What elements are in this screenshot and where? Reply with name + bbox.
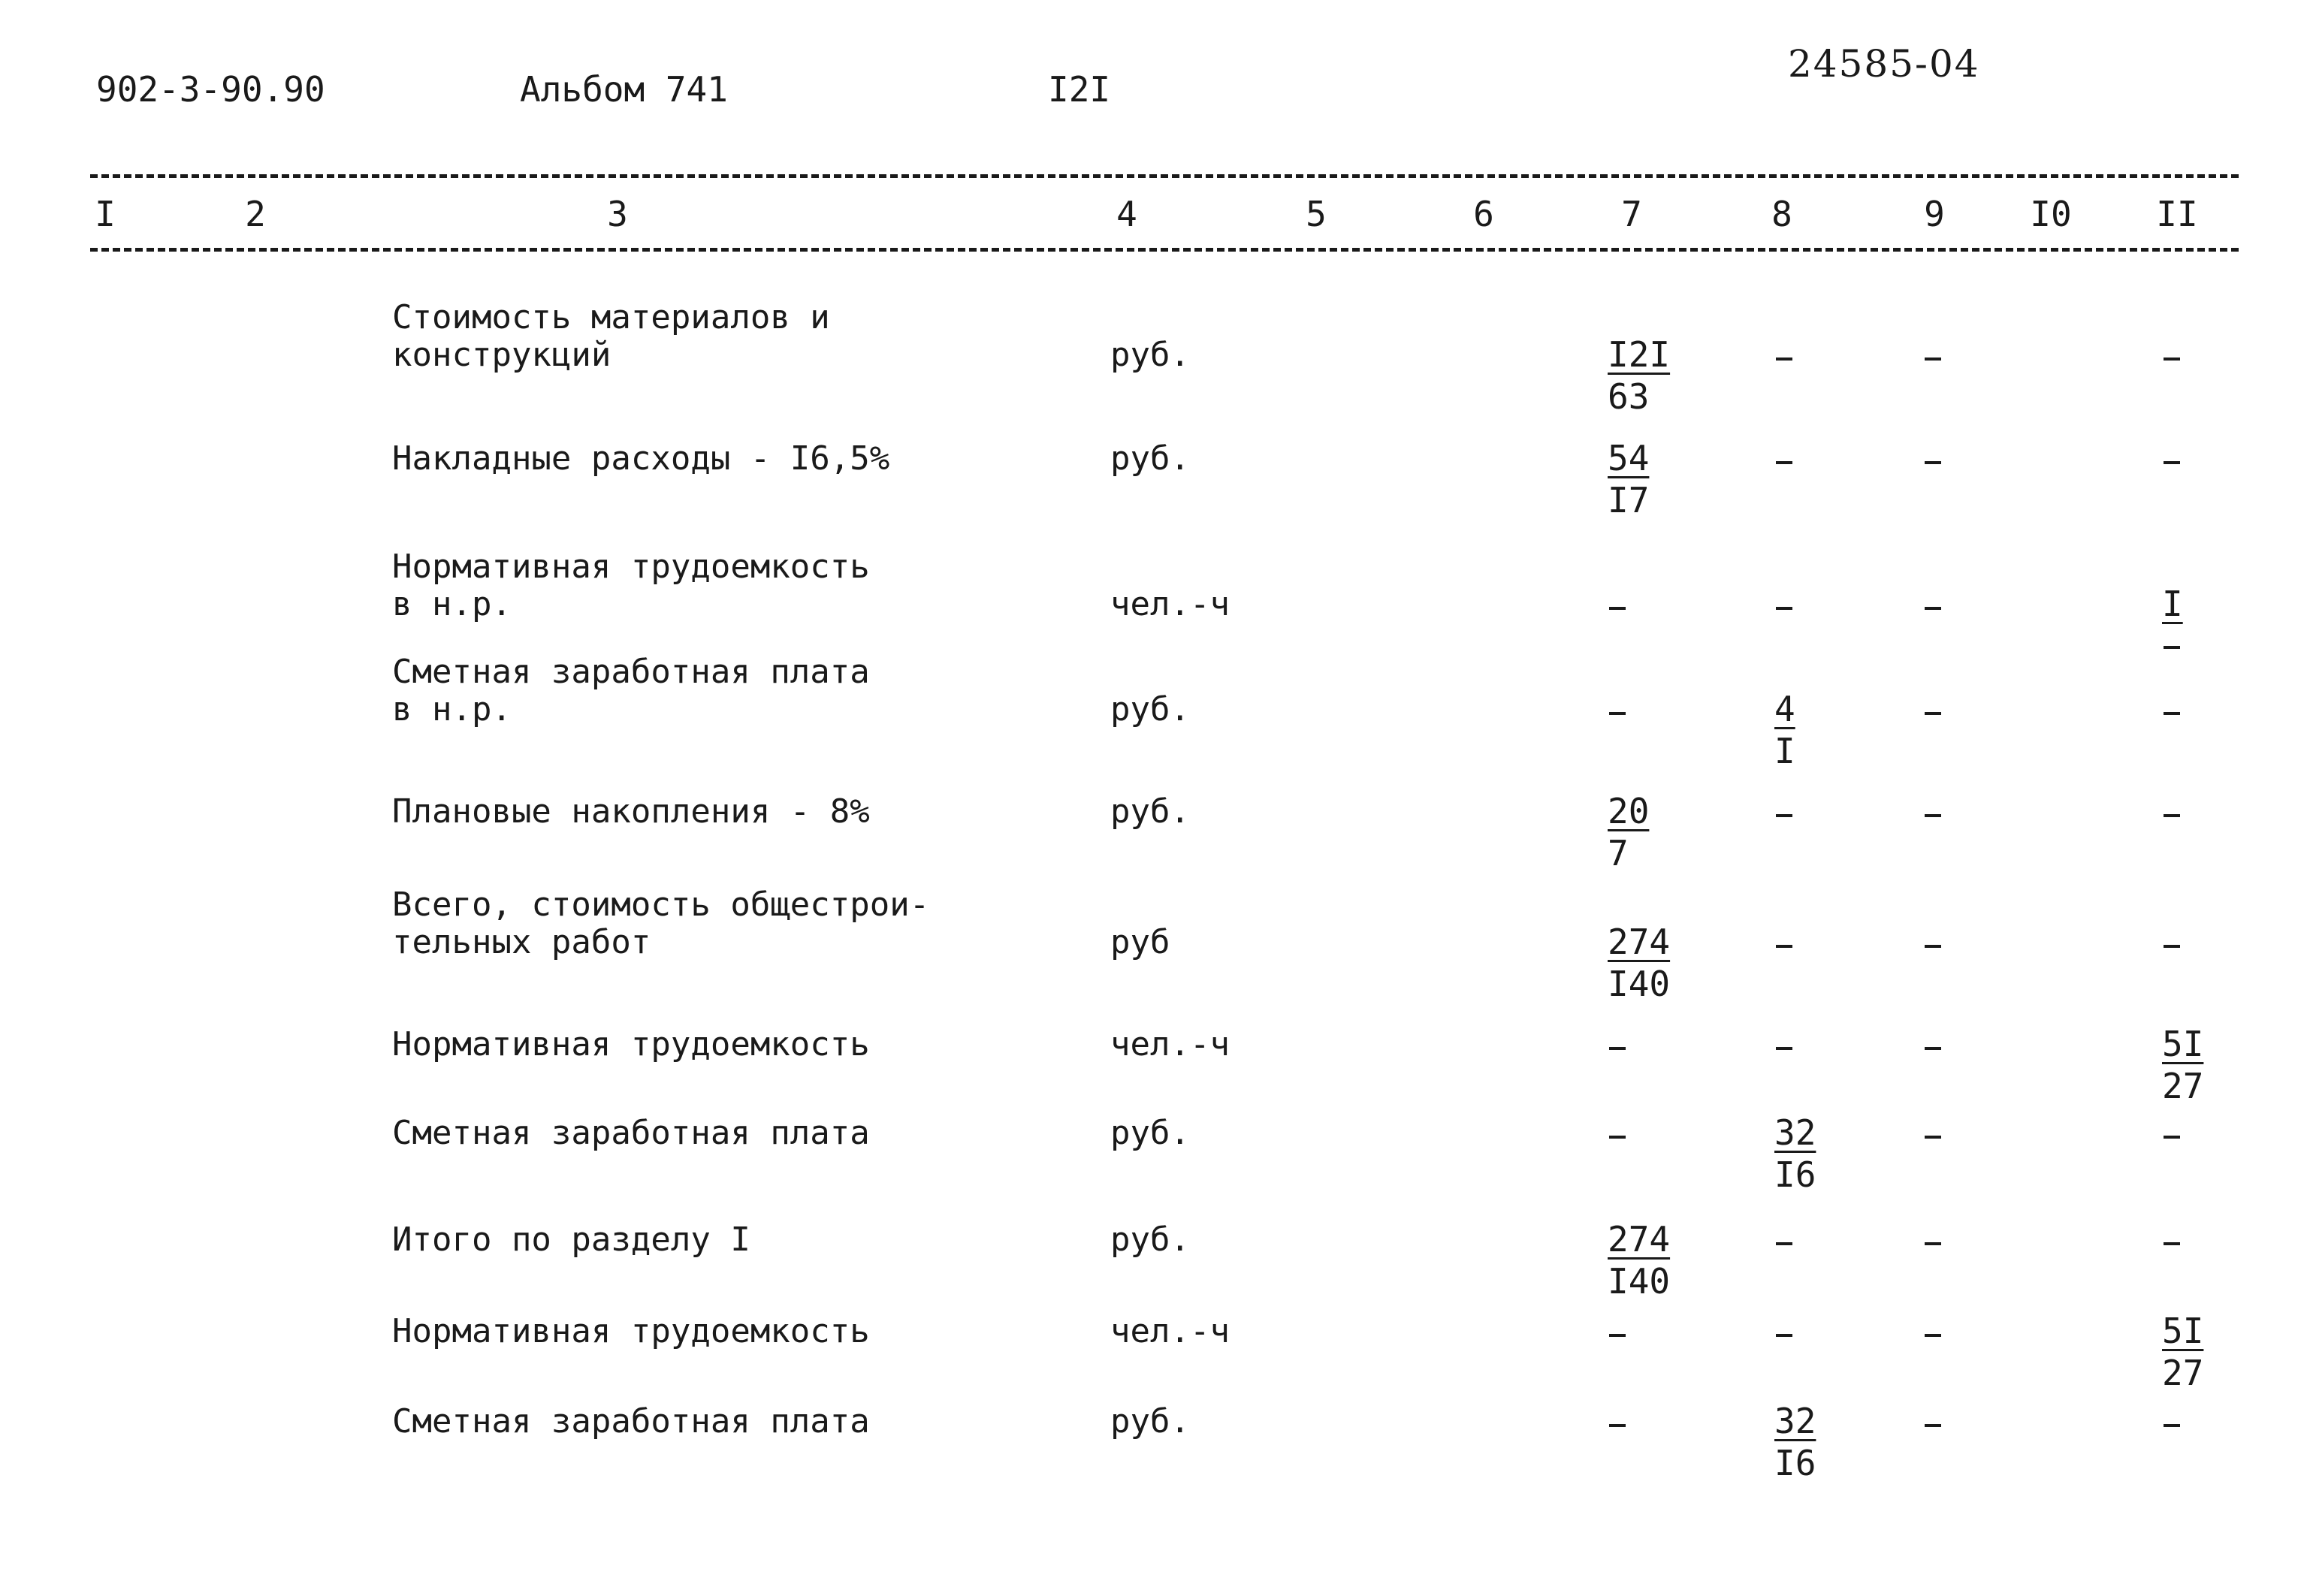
empty-dash	[2164, 1242, 2180, 1245]
row-description: Стоимость материалов и конструкций	[392, 298, 830, 374]
column-number: 3	[607, 194, 628, 234]
row-unit: чел.-ч	[1110, 1025, 1230, 1063]
empty-dash	[1609, 1334, 1626, 1337]
cell-subvalue: I6	[1774, 1443, 1816, 1483]
column-number: 7	[1621, 194, 1642, 234]
row-unit: руб.	[1110, 1114, 1190, 1152]
value-cell-c7	[1608, 1218, 1670, 1302]
empty-dash	[1609, 607, 1626, 610]
empty-dash	[1609, 1136, 1626, 1139]
cell-subvalue: 27	[2162, 1353, 2204, 1393]
row-description: Плановые накопления - 8%	[392, 792, 870, 831]
row-description: Накладные расходы - I6,5%	[392, 439, 890, 478]
row-unit: руб.	[1110, 1402, 1190, 1441]
column-number: II	[2156, 194, 2198, 234]
row-unit: руб.	[1110, 336, 1190, 374]
empty-dash	[1776, 945, 1792, 948]
row-unit: руб.	[1110, 1220, 1190, 1259]
empty-dash	[2164, 1424, 2180, 1427]
empty-dash	[2164, 461, 2180, 464]
empty-dash	[2164, 712, 2180, 715]
empty-dash	[2164, 646, 2180, 649]
row-unit: чел.-ч	[1110, 1312, 1230, 1350]
row-unit: руб.	[1110, 439, 1190, 478]
value-cell-c8	[1774, 1112, 1816, 1196]
empty-dash	[1925, 358, 1941, 361]
empty-dash	[1776, 461, 1792, 464]
empty-dash	[1776, 607, 1792, 610]
row-unit: руб.	[1110, 792, 1190, 831]
cell-value: I	[2162, 584, 2183, 624]
value-cell-c8	[1774, 688, 1795, 772]
empty-dash	[1776, 1242, 1792, 1245]
handwritten-number: 24585-04	[1788, 42, 1980, 86]
value-cell-c11	[2162, 1023, 2203, 1107]
row-description: Сметная заработная плата	[392, 1402, 870, 1441]
cell-value: 5I	[2162, 1311, 2204, 1351]
empty-dash	[1925, 814, 1941, 817]
cell-subvalue: I40	[1608, 964, 1671, 1004]
cell-subvalue: I40	[1608, 1261, 1671, 1302]
cell-value: 274	[1608, 922, 1671, 962]
cell-value: 20	[1608, 791, 1650, 831]
value-cell-c7	[1608, 790, 1649, 874]
empty-dash	[1925, 1334, 1941, 1337]
value-cell-c11	[2162, 583, 2183, 625]
column-number: I	[95, 194, 116, 234]
row-description: Нормативная трудоемкость в н.р.	[392, 548, 870, 623]
cell-value: 4	[1774, 689, 1795, 729]
empty-dash	[2164, 1136, 2180, 1139]
cell-value: 54	[1608, 438, 1650, 478]
cell-subvalue: I7	[1608, 480, 1650, 520]
column-number: 9	[1924, 194, 1945, 234]
document-code: 902-3-90.90	[96, 69, 325, 110]
empty-dash	[1925, 1136, 1941, 1139]
value-cell-c7	[1608, 921, 1670, 1005]
value-cell-c7	[1608, 437, 1649, 521]
empty-dash	[1925, 712, 1941, 715]
row-unit: руб	[1110, 923, 1170, 961]
empty-dash	[1925, 1242, 1941, 1245]
empty-dash	[1925, 1424, 1941, 1427]
empty-dash	[1776, 1334, 1792, 1337]
value-cell-c7	[1608, 333, 1670, 418]
empty-dash	[1609, 1047, 1626, 1050]
empty-dash	[1776, 814, 1792, 817]
empty-dash	[1609, 712, 1626, 715]
empty-dash	[1776, 358, 1792, 361]
page-number: I2I	[1048, 69, 1111, 110]
empty-dash	[2164, 814, 2180, 817]
cell-subvalue: 63	[1608, 376, 1650, 417]
cell-value: 5I	[2162, 1024, 2204, 1064]
empty-dash	[1925, 945, 1941, 948]
empty-dash	[2164, 358, 2180, 361]
empty-dash	[1925, 1047, 1941, 1050]
column-number: 6	[1473, 194, 1494, 234]
cell-subvalue: I	[1774, 731, 1795, 771]
row-description: Сметная заработная плата в н.р.	[392, 653, 870, 729]
cell-subvalue: 27	[2162, 1066, 2204, 1106]
value-cell-c8	[1774, 1400, 1816, 1484]
cell-subvalue: I6	[1774, 1154, 1816, 1195]
cell-value: 274	[1608, 1219, 1671, 1260]
empty-dash	[1925, 607, 1941, 610]
column-number: 2	[245, 194, 266, 234]
column-number: 4	[1116, 194, 1137, 234]
column-number: I0	[2030, 194, 2072, 234]
value-cell-c11	[2162, 1310, 2203, 1394]
row-description: Нормативная трудоемкость	[392, 1312, 870, 1350]
row-description: Нормативная трудоемкость	[392, 1025, 870, 1063]
row-unit: руб.	[1110, 690, 1190, 729]
cell-value: I2I	[1608, 334, 1671, 375]
cell-value: 32	[1774, 1112, 1816, 1153]
column-number: 5	[1306, 194, 1327, 234]
empty-dash	[1776, 1047, 1792, 1050]
empty-dash	[1609, 1424, 1626, 1427]
row-unit: чел.-ч	[1110, 585, 1230, 623]
empty-dash	[1925, 461, 1941, 464]
row-description: Всего, стоимость общестрои- тельных работ	[392, 885, 930, 961]
row-description: Сметная заработная плата	[392, 1114, 870, 1152]
album-label: Альбом 741	[520, 69, 728, 110]
cell-subvalue: 7	[1608, 833, 1629, 873]
column-number: 8	[1771, 194, 1792, 234]
row-description: Итого по разделу I	[392, 1220, 750, 1259]
cell-value: 32	[1774, 1401, 1816, 1441]
empty-dash	[2164, 945, 2180, 948]
